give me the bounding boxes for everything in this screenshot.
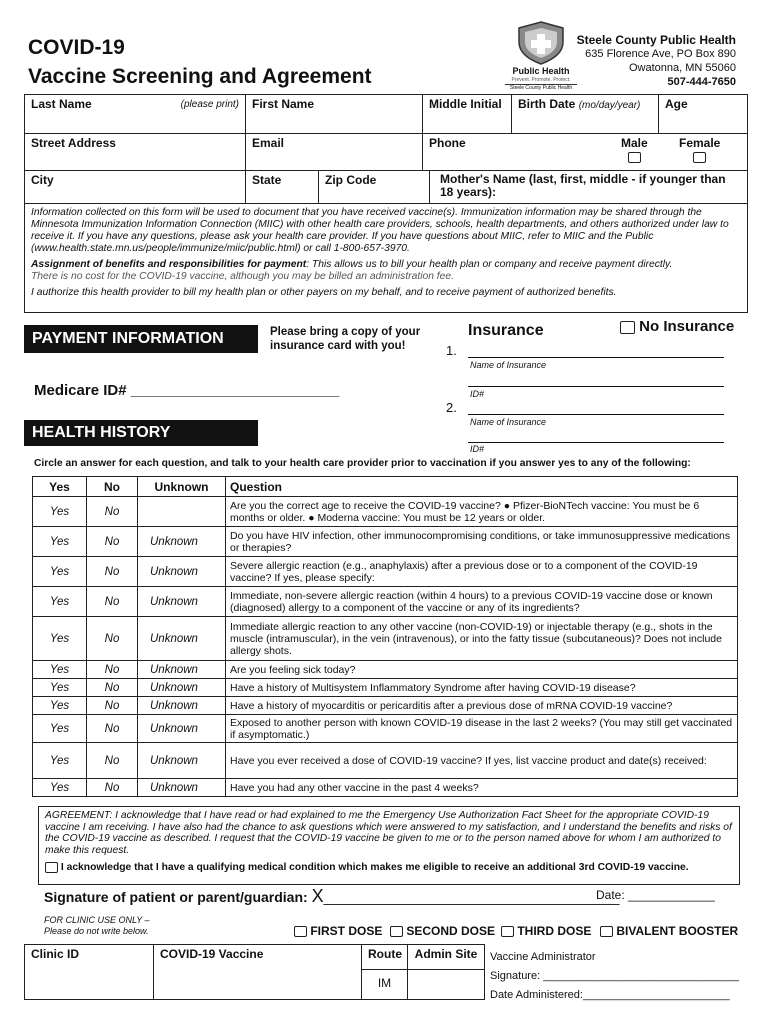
insurance-name-line-1[interactable] [468, 357, 724, 358]
age-label: Age [665, 97, 688, 111]
signature-date[interactable]: Date: _____________ [596, 888, 715, 902]
no-insurance-option[interactable] [620, 318, 734, 335]
answer-no[interactable]: No [87, 697, 138, 715]
logo-text: Public Health [512, 66, 570, 76]
middle-initial-field[interactable] [422, 94, 512, 134]
answer-unknown[interactable]: Unknown [138, 715, 226, 743]
answer-yes[interactable]: Yes [33, 497, 87, 527]
info-paragraph: Information collected on this form will be used to document that you have received vaccine(s). Immunization information may be shared through the Minnesota Immunization Information Connection (MIIC) with other health care providers, schools, health departments, and others authorized under law to receive it. If you have any questions, please ask your health care provider. If you have questions about MIIC, refer to MIIC and the Public (www.health.state.mn.us/people/immunize/miic/public.html) or call 1-800-657-3970. [31, 207, 729, 254]
birth-date-field[interactable] [511, 94, 659, 134]
middle-initial-label: Middle Initial [429, 97, 502, 111]
name-of-insurance-label-2: Name of Insurance [470, 417, 547, 427]
state-label: State [252, 173, 282, 187]
col-unknown: Unknown [138, 477, 226, 497]
insurance-id-line-1[interactable] [468, 386, 724, 387]
administrator-signature[interactable]: Signature: ________________________________ [490, 970, 739, 982]
table-row [33, 779, 738, 797]
answer-yes[interactable]: Yes [33, 715, 87, 743]
medicare-id-field[interactable]: Medicare ID# _________________________ [34, 382, 340, 399]
insurance-label: Insurance [468, 322, 544, 339]
male-option[interactable] [621, 136, 648, 164]
answer-no[interactable]: No [87, 557, 138, 587]
bivalent-booster-option[interactable] [600, 924, 738, 938]
answer-yes[interactable]: Yes [33, 697, 87, 715]
answer-unknown[interactable]: Unknown [138, 661, 226, 679]
table-row [33, 617, 738, 661]
mother-name-field[interactable] [429, 170, 748, 204]
table-row [33, 697, 738, 715]
route-value-cell[interactable] [361, 969, 408, 1000]
answer-unknown[interactable]: Unknown [138, 617, 226, 661]
agreement-text: AGREEMENT: I acknowledge that I have read or had explained to me the Emergency Use Authorization Fact Sheet for the appropriate COVID-19 vaccine I am receiving. I have also had the chance to ask questions which were answered to my satisfaction, and I understand the benefits and risks of the COVID-19 vaccine as described. I request that the COVID-19 vaccine be given to me or to the person named above for whom I am authorized to make this request. [45, 810, 732, 856]
signature-label: Signature of patient or parent/guardian: [44, 889, 308, 905]
first-dose-label: FIRST DOSE [310, 924, 383, 938]
phone-field[interactable] [422, 133, 748, 171]
first-dose-option[interactable] [294, 924, 382, 938]
answer-no[interactable]: No [87, 715, 138, 743]
zip-code-field[interactable] [318, 170, 430, 204]
col-question: Question [226, 477, 738, 497]
answer-yes[interactable]: Yes [33, 661, 87, 679]
second-dose-label: SECOND DOSE [406, 924, 496, 938]
insurance-number-1: 1. [446, 343, 457, 358]
no-cost-note: There is no cost for the COVID-19 vaccine, although you may be billed an administration fee. [31, 271, 454, 282]
question-text: Severe allergic reaction (e.g., anaphylaxis) after a previous dose or to a component of the COVID-19 vaccine? If yes, please specify: [226, 557, 738, 587]
street-address-field[interactable] [24, 133, 246, 171]
answer-yes[interactable]: Yes [33, 743, 87, 779]
title-line2: Vaccine Screening and Agreement [28, 65, 372, 88]
clinic-id-field[interactable] [24, 944, 154, 1000]
table-row [33, 715, 738, 743]
table-row [33, 743, 738, 779]
third-dose-checkbox[interactable] [501, 926, 514, 937]
signature-x-mark: X [311, 886, 324, 906]
table-row [33, 587, 738, 617]
agency-block [577, 33, 736, 89]
answer-yes[interactable]: Yes [33, 617, 87, 661]
bring-card-note: Please bring a copy of your insurance card with you! [270, 326, 421, 352]
answer-unknown[interactable]: Unknown [138, 743, 226, 779]
answer-unknown[interactable]: Unknown [138, 779, 226, 797]
health-questions-table [32, 476, 738, 797]
answer-yes[interactable]: Yes [33, 679, 87, 697]
age-field[interactable] [658, 94, 748, 134]
answer-no[interactable]: No [87, 661, 138, 679]
admin-site-header [407, 944, 485, 970]
route-label: Route [368, 947, 402, 961]
third-dose-option[interactable] [501, 924, 591, 938]
payment-information-header: PAYMENT INFORMATION [24, 325, 258, 353]
birth-date-format: (mo/day/year) [578, 100, 641, 111]
question-text: Do you have HIV infection, other immunocompromising conditions, or take immunosuppressive medications or therapies? [226, 527, 738, 557]
zip-code-label: Zip Code [325, 173, 377, 187]
phone-label: Phone [429, 136, 466, 150]
answer-no[interactable]: No [87, 679, 138, 697]
administrator-block [490, 948, 739, 1005]
table-header-row [33, 477, 738, 497]
question-text: Immediate allergic reaction to any other vaccine (non-COVID-19) or injectable therapy (e.g., shots in the muscle (intramuscular), in the vein (intravenous), or into the fatty tissue (subcutaneous)? Does not include allergy shots. [226, 617, 738, 661]
col-yes: Yes [33, 477, 87, 497]
administrator-label: Vaccine Administrator [490, 951, 596, 963]
insurance-name-line-2[interactable] [468, 414, 724, 415]
answer-unknown[interactable]: Unknown [138, 527, 226, 557]
city-label: City [31, 173, 54, 187]
question-text: Immediate, non-severe allergic reaction (within 4 hours) to a previous COVID-19 vaccine dose or known (diagnosed) allergy to a component of the vaccine or any of its ingredients? [226, 587, 738, 617]
answer-no[interactable]: No [87, 617, 138, 661]
table-row [33, 497, 738, 527]
first-name-field[interactable] [245, 94, 423, 134]
info-block [24, 203, 748, 313]
insurance-number-2: 2. [446, 400, 457, 415]
date-administered[interactable]: Date Administered:________________________ [490, 989, 730, 1001]
assignment-text: : This allows us to bill your health plan or company and receive payment directly. [306, 259, 673, 270]
agreement-box [38, 806, 740, 885]
qualifying-condition-checkbox[interactable] [45, 862, 58, 873]
admin-site-value-cell[interactable] [407, 969, 485, 1000]
covid-vaccine-label: COVID-19 Vaccine [160, 947, 264, 961]
answer-yes[interactable]: Yes [33, 779, 87, 797]
city-field[interactable] [24, 170, 246, 204]
name-of-insurance-label-1: Name of Insurance [470, 360, 547, 370]
table-row [33, 557, 738, 587]
health-instruction: Circle an answer for each question, and talk to your health care provider prior to vaccination if you answer yes to any of the following: [34, 458, 691, 469]
shield-icon [505, 20, 577, 66]
answer-unknown-empty [138, 497, 226, 527]
street-address-label: Street Address [31, 136, 116, 150]
email-field[interactable] [245, 133, 423, 171]
email-label: Email [252, 136, 285, 150]
no-insurance-checkbox[interactable] [620, 321, 635, 334]
bivalent-booster-checkbox[interactable] [600, 926, 613, 937]
first-name-label: First Name [252, 97, 315, 111]
clinic-use-line1: FOR CLINIC USE ONLY – [44, 915, 150, 925]
answer-no[interactable]: No [87, 587, 138, 617]
answer-yes[interactable]: Yes [33, 527, 87, 557]
clinic-use-note [44, 915, 150, 937]
question-text: Have you had any other vaccine in the past 4 weeks? [226, 779, 738, 797]
assignment-heading: Assignment of benefits and responsibilities for payment [31, 259, 307, 270]
agency-phone: 507-444-7650 [667, 76, 736, 88]
answer-unknown[interactable]: Unknown [138, 557, 226, 587]
route-value: IM [377, 976, 392, 990]
question-text: Are you the correct age to receive the COVID-19 vaccine? ● Pfizer-BioNTech vaccine: You must be 6 months or older. ● Moderna vaccine: You must be 12 years or older. [226, 497, 738, 527]
female-label: Female [679, 136, 721, 150]
second-dose-checkbox[interactable] [390, 926, 403, 937]
answer-yes[interactable]: Yes [33, 557, 87, 587]
clinic-id-label: Clinic ID [31, 947, 80, 961]
third-dose-label: THIRD DOSE [517, 924, 592, 938]
bivalent-booster-label: BIVALENT BOOSTER [616, 924, 739, 938]
answer-unknown[interactable]: Unknown [138, 587, 226, 617]
form-title [28, 33, 372, 91]
state-field[interactable] [245, 170, 319, 204]
authorize-text: I authorize this health provider to bill my health plan or other payers on my behalf, and to receive payment of authorized benefits. [31, 287, 617, 298]
clinic-use-line2: Please do not write below. [44, 926, 149, 936]
question-text: Have a history of myocarditis or pericarditis after a previous dose of mRNA COVID-19 vaccine? [226, 697, 738, 715]
male-checkbox[interactable] [628, 152, 641, 163]
title-line1: COVID-19 [28, 36, 125, 59]
mother-name-label: Mother's Name (last, first, middle - if younger than 18 years): [440, 172, 726, 199]
route-header [361, 944, 408, 970]
no-insurance-label: No Insurance [639, 318, 735, 335]
col-no: No [87, 477, 138, 497]
admin-site-label: Admin Site [414, 947, 478, 961]
answer-no[interactable]: No [87, 779, 138, 797]
answer-no[interactable]: No [87, 527, 138, 557]
logo-bottom-text: Steele County Public Health [505, 84, 577, 91]
health-history-header: HEALTH HISTORY [24, 420, 258, 446]
question-text: Are you feeling sick today? [226, 661, 738, 679]
table-row [33, 679, 738, 697]
public-health-logo [505, 20, 577, 92]
please-print-note: (please print) [180, 99, 239, 110]
answer-yes[interactable]: Yes [33, 587, 87, 617]
covid-vaccine-field[interactable] [153, 944, 362, 1000]
id-label-1: ID# [470, 389, 485, 399]
qualifying-condition-option[interactable] [45, 862, 733, 874]
birth-date-label: Birth Date [518, 97, 576, 111]
female-checkbox[interactable] [693, 152, 706, 163]
last-name-field[interactable] [24, 94, 246, 134]
question-text: Exposed to another person with known COVID-19 disease in the last 2 weeks? (You may still get vaccinated if asymptomatic.) [226, 715, 738, 743]
id-label-2: ID# [470, 444, 485, 454]
insurance-id-line-2[interactable] [468, 442, 724, 443]
table-row [33, 527, 738, 557]
answer-no[interactable]: No [87, 743, 138, 779]
qualifying-condition-label: I acknowledge that I have a qualifying medical condition which makes me eligible to receive an additional 3rd COVID-19 vaccine. [60, 862, 689, 874]
question-text: Have you ever received a dose of COVID-19 vaccine? If yes, list vaccine product and date(s) received: [226, 743, 738, 779]
male-label: Male [621, 136, 648, 150]
table-row [33, 661, 738, 679]
signature-line[interactable]: Signature of patient or parent/guardian: X______________________________________ [44, 886, 620, 906]
second-dose-option[interactable] [390, 924, 495, 938]
agency-address1: 635 Florence Ave, PO Box 890 [585, 48, 736, 60]
answer-no[interactable]: No [87, 497, 138, 527]
female-option[interactable] [679, 136, 720, 164]
answer-unknown[interactable]: Unknown [138, 697, 226, 715]
last-name-label: Last Name [31, 97, 92, 111]
agency-address2: Owatonna, MN 55060 [628, 62, 736, 74]
answer-unknown[interactable]: Unknown [138, 679, 226, 697]
first-dose-checkbox[interactable] [294, 926, 307, 937]
agency-name: Steele County Public Health [576, 33, 736, 47]
logo-slogan: Prevent. Promote. Protect. [511, 77, 571, 83]
question-text: Have a history of Multisystem Inflammatory Syndrome after having COVID-19 disease? [226, 679, 738, 697]
